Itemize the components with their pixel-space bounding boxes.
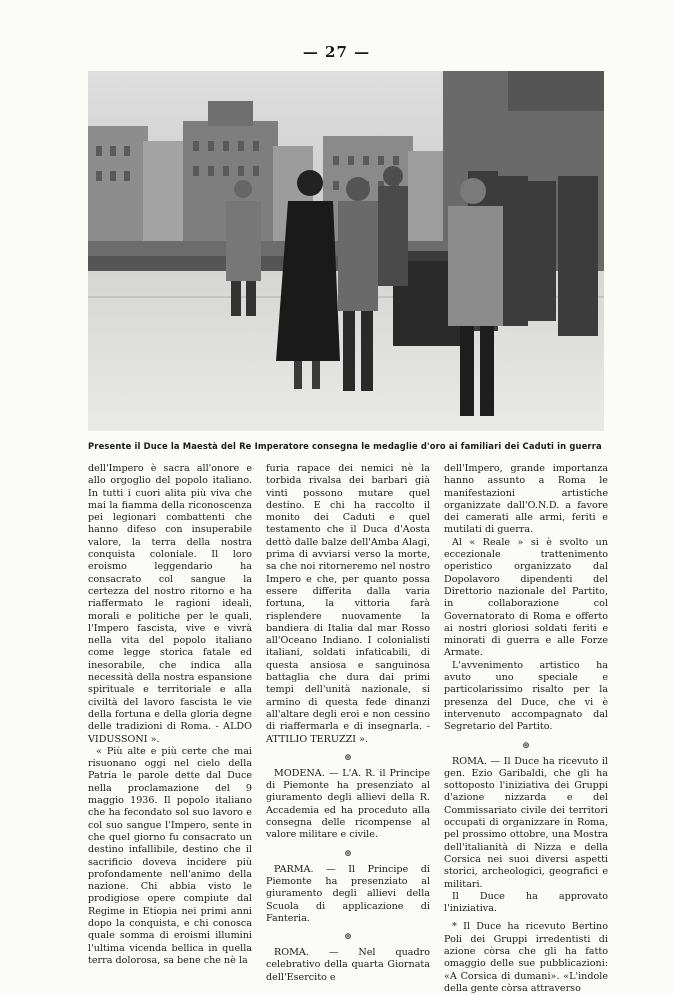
article-paragraph: Al « Reale » si è svolto un eccezionale trattenimento operistico organizzato dal Dopolavoro dipendenti del Direttorio nazionale del Partito, in collaborazione col Governatorato di Roma e offerto ai nostri gloriosi soldati feriti e minorati di guerra e alle Forze Armate. <box>444 536 608 659</box>
photo-caption: Presente il Duce la Maestà del Re Imperatore consegna le medaglie d'oro ai familiari dei Caduti in guerra <box>88 441 602 451</box>
news-item-parma: PARMA. — Il Principe di Piemonte ha presenziato al giuramento degli allievi della Scuola di applicazione di Fanteria. <box>266 863 430 924</box>
text-column-1 <box>88 463 252 967</box>
article-paragraph: furia rapace dei nemici nè la torbida rivalsa dei barbari già vinti possono mutare quel destino. E chi ha raccolto il monito dei Caduti e quel testamento che il Duca d'Aosta dettò dalle balze dell'Amba Alagi, prima di avviarsi verso la morte, sa che noi ritorneremo nel nostro Impero e che, per quanto possa essere differita dalla varia fortuna, la vittoria farà risplendere nuovamente la bandiera di Italia dal mar Rosso all'Oceano Indiano. I colonialisti italiani, soldati infaticabili, di questa ansiosa e sanguinosa battaglia che dura dai primi tempi dell'unità nazionale, si armino di questa fede dinanzi all'altare degli eroi e non cessino di riaffermarla e di insegnarla. - ATTILIO TERUZZI ». <box>266 463 430 745</box>
article-paragraph: Il Duce ha approvato l'iniziativa. <box>444 890 608 915</box>
news-item-poli: * Il Duce ha ricevuto Bertino Poli dei Gruppi irredentisti di azione còrsa che gli ha fatto omaggio delle sue pubblicazioni: «A Corsica di dumani». «L'indole della gente còrsa attraverso <box>444 921 608 994</box>
section-separator: ⊛ <box>344 932 352 943</box>
article-paragraph: L'avvenimento artistico ha avuto uno speciale e particolarissimo risalto per la presenza del Duce, che vi è intervenuto accompagnato dal Segretario del Partito. <box>444 659 608 733</box>
page-number: — 27 — <box>302 43 371 61</box>
section-separator: ⊛ <box>344 848 352 859</box>
section-separator: ⊛ <box>344 752 352 763</box>
news-item-roma: ROMA. — Nel quadro celebrativo della quarta Giornata dell'Esercito e <box>266 947 430 983</box>
ceremony-photo <box>88 71 604 431</box>
article-paragraph: dell'Impero è sacra all'onore e allo orgoglio del popolo italiano. In tutti i cuori alita più viva che mai la fiamma della riconoscenza pei legionari combattenti che hanno difeso con insuperabile valore, la terra della nostra conquista coloniale. Il loro eroismo leggendario ha consacrato col sangue la certezza del nostro ritorno e ha riaffermato le ragioni ideali, morali e politiche per le quali, l'Impero fascista, vive e vivrà nella vita del popolo italiano come legge storica fatale ed inesorabile, che indica alla necessità della nostra espansione spirituale e territoriale e alla civiltà del lavoro fascista le vie della fortuna e della gloria degne delle tradizioni di Roma. - ALDO VIDUSSONI ». <box>88 463 252 745</box>
article-paragraph: dell'Impero, grande importanza hanno assunto a Roma le manifestazioni artistiche organizzate dall'O.N.D. a favore dei camerati alle armi, feriti e mutilati di guerra. <box>444 463 608 536</box>
news-item-modena: MODENA. — L'A. R. il Principe di Piemonte ha presenziato al giuramento degli allievi della R. Accademia ed ha proceduto alla consegna delle ricompense al valore militare e civile. <box>266 767 430 841</box>
text-column-3 <box>444 463 608 995</box>
news-item-roma-garibaldi: ROMA. — Il Duce ha ricevuto il gen. Ezio Garibaldi, che gli ha sottoposto l'iniziativa dei Gruppi d'azione nizzarda e del Commissariato civile dei territori occupati di organizzare in Roma, pel prossimo ottobre, una Mostra dell'italianità di Nizza e della Corsica nei suoi diversi aspetti storici, archeologici, geografici e militari. <box>444 755 608 890</box>
text-column-2 <box>266 463 430 984</box>
article-paragraph: « Più alte e più certe che mai risuonano oggi nel cielo della Patria le parole dette dal Duce nella proclamazione del 9 maggio 1936. Il popolo italiano che ha fecondato sol suo lavoro e col suo sangue l'Impero, sente in che quel giorno fu consacrato un destino infallibile, destino che il sacrificio doveva incidere più profondamente nell'animo della nazione. Chi abbia visto le prodigiose opere compiute dal Regime in Etiopia nei primi anni dopo la conquista, e chi conosca quale somma di eroismi illumini l'ultima vicenda bellica in quella terra dolorosa, sa bene che nè la <box>88 745 252 966</box>
section-separator: ⊛ <box>522 740 530 751</box>
